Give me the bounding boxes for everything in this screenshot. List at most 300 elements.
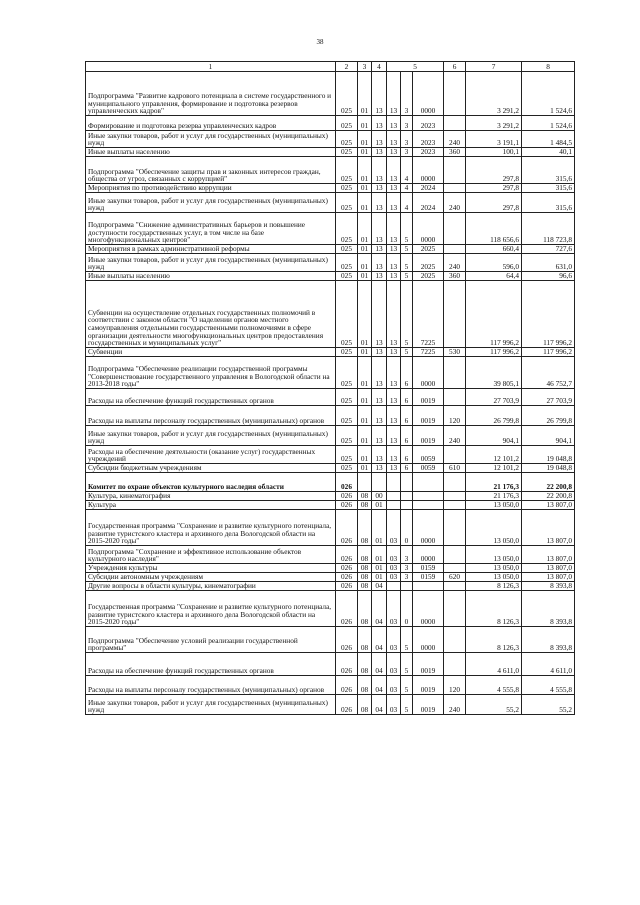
row-col-6: 240	[444, 131, 466, 148]
row-col-2: 026	[336, 591, 358, 627]
row-col-8: 315,6	[522, 157, 575, 184]
row-col-8: 96,6	[522, 272, 575, 281]
table-row	[86, 695, 575, 715]
table-row	[86, 426, 575, 446]
row-col-6: 360	[444, 148, 466, 157]
row-col-8: 631,0	[522, 254, 575, 272]
row-col-5b	[401, 492, 413, 501]
table-row	[86, 446, 575, 464]
row-col-6	[444, 473, 466, 492]
table-row	[86, 148, 575, 157]
row-col-6: 240	[444, 193, 466, 213]
row-col-5c: 0000	[413, 357, 444, 389]
row-col-4: 00	[372, 492, 387, 501]
row-col-7: 4 555,8	[466, 676, 522, 695]
row-col-4: 13	[372, 245, 387, 254]
table-header-row	[86, 62, 575, 72]
row-col-3: 08	[358, 591, 372, 627]
row-col-2: 025	[336, 357, 358, 389]
row-col-5a: 03	[387, 653, 401, 676]
row-col-5b	[401, 582, 413, 591]
table-row	[86, 193, 575, 213]
row-name: Иные закупки товаров, работ и услуг для государственных (муниципальных) нужд	[86, 695, 336, 715]
row-col-6	[444, 591, 466, 627]
row-col-3: 01	[358, 116, 372, 131]
row-col-5b: 4	[401, 157, 413, 184]
row-col-3: 08	[358, 695, 372, 715]
row-name: Подпрограмма "Развитие кадрового потенциала в системе государственного и муниципального управления, формирование и подготовка резервов управленческих кадров"	[86, 72, 336, 116]
row-col-3: 08	[358, 573, 372, 582]
table-row	[86, 348, 575, 357]
row-col-5c: 0019	[413, 406, 444, 426]
row-name: Учреждения культуры	[86, 564, 336, 573]
row-col-6	[444, 492, 466, 501]
row-col-5b: 5	[401, 281, 413, 348]
row-col-5b: 5	[401, 653, 413, 676]
row-col-2: 026	[336, 653, 358, 676]
header-col-4: 4	[372, 62, 387, 72]
row-col-5a: 13	[387, 148, 401, 157]
table-row	[86, 676, 575, 695]
row-col-7: 13 050,0	[466, 546, 522, 564]
row-col-2: 025	[336, 131, 358, 148]
row-col-5c: 0000	[413, 546, 444, 564]
row-col-2: 025	[336, 193, 358, 213]
row-col-5c	[413, 582, 444, 591]
row-col-3: 08	[358, 510, 372, 546]
row-col-5a: 13	[387, 193, 401, 213]
row-col-7: 27 703,9	[466, 389, 522, 406]
table-row	[86, 501, 575, 510]
row-col-4: 13	[372, 193, 387, 213]
row-name: Иные закупки товаров, работ и услуг для государственных (муниципальных) нужд	[86, 131, 336, 148]
row-col-5c: 2025	[413, 254, 444, 272]
row-col-7: 13 050,0	[466, 510, 522, 546]
row-name: Государственная программа "Сохранение и развитие культурного потенциала, развитие туристского кластера и архивного дела Вологодской области на 2015-2020 годы"	[86, 591, 336, 627]
row-col-5b: 3	[401, 546, 413, 564]
row-col-7: 13 050,0	[466, 501, 522, 510]
row-col-5b: 3	[401, 573, 413, 582]
row-col-7: 55,2	[466, 695, 522, 715]
row-name: Комитет по охране объектов культурного наследия области	[86, 473, 336, 492]
row-col-2: 025	[336, 464, 358, 473]
row-col-3: 01	[358, 464, 372, 473]
row-col-8: 904,1	[522, 426, 575, 446]
row-col-3: 01	[358, 131, 372, 148]
row-col-2: 025	[336, 72, 358, 116]
row-col-7: 904,1	[466, 426, 522, 446]
table-row	[86, 389, 575, 406]
row-col-7: 8 126,3	[466, 627, 522, 653]
table-row	[86, 492, 575, 501]
row-col-7: 660,4	[466, 245, 522, 254]
row-col-7: 117 996,2	[466, 281, 522, 348]
row-col-5c: 0019	[413, 695, 444, 715]
row-col-4: 13	[372, 389, 387, 406]
table-row	[86, 464, 575, 473]
row-col-6	[444, 245, 466, 254]
row-col-4: 13	[372, 116, 387, 131]
row-col-3: 08	[358, 582, 372, 591]
row-col-6	[444, 357, 466, 389]
row-col-2: 025	[336, 254, 358, 272]
row-col-4: 01	[372, 573, 387, 582]
table-row	[86, 254, 575, 272]
row-col-5a: 13	[387, 348, 401, 357]
row-name: Расходы на выплаты персоналу государственных (муниципальных) органов	[86, 676, 336, 695]
row-col-5c: 2025	[413, 245, 444, 254]
row-col-4: 01	[372, 564, 387, 573]
row-col-5b: 5	[401, 348, 413, 357]
row-col-4: 13	[372, 254, 387, 272]
row-col-4: 13	[372, 348, 387, 357]
row-col-8: 19 048,8	[522, 464, 575, 473]
row-col-3: 01	[358, 348, 372, 357]
row-col-5b: 3	[401, 116, 413, 131]
row-col-8: 13 807,0	[522, 510, 575, 546]
row-col-8: 118 723,8	[522, 213, 575, 245]
row-col-8: 117 996,2	[522, 348, 575, 357]
row-col-5c: 0019	[413, 676, 444, 695]
row-col-8: 8 393,8	[522, 627, 575, 653]
row-col-5a: 03	[387, 510, 401, 546]
row-col-8: 46 752,7	[522, 357, 575, 389]
row-col-6	[444, 564, 466, 573]
row-col-6	[444, 546, 466, 564]
row-col-2: 026	[336, 564, 358, 573]
row-col-5a: 13	[387, 245, 401, 254]
row-col-5c: 0059	[413, 446, 444, 464]
row-col-7: 8 126,3	[466, 591, 522, 627]
row-col-6	[444, 510, 466, 546]
budget-table	[85, 61, 575, 715]
row-col-5b: 6	[401, 446, 413, 464]
row-col-5a	[387, 501, 401, 510]
table-row	[86, 116, 575, 131]
row-col-4: 01	[372, 546, 387, 564]
row-col-5b: 4	[401, 193, 413, 213]
table-row	[86, 131, 575, 148]
row-col-3: 01	[358, 254, 372, 272]
row-name: Иные выплаты населению	[86, 148, 336, 157]
row-col-4: 04	[372, 627, 387, 653]
row-col-7: 3 291,2	[466, 116, 522, 131]
row-col-4: 13	[372, 406, 387, 426]
row-col-3: 01	[358, 245, 372, 254]
row-col-5b: 5	[401, 213, 413, 245]
row-col-6	[444, 72, 466, 116]
row-col-4: 13	[372, 213, 387, 245]
header-col-6: 6	[444, 62, 466, 72]
row-col-5c: 0159	[413, 564, 444, 573]
row-col-2: 025	[336, 184, 358, 193]
row-name: Подпрограмма "Обеспечение защиты прав и законных интересов граждан, общества от угроз, связанных с коррупцией"	[86, 157, 336, 184]
row-col-4	[372, 473, 387, 492]
row-col-6: 120	[444, 676, 466, 695]
row-name: Подпрограмма "Обеспечение реализации государственной программы "Совершенствование государственного управления в Вологодской области на 2013-2018 годы"	[86, 357, 336, 389]
row-col-8: 315,6	[522, 184, 575, 193]
row-col-3: 01	[358, 357, 372, 389]
row-name: Субвенции	[86, 348, 336, 357]
row-col-3: 08	[358, 627, 372, 653]
row-col-5a	[387, 473, 401, 492]
row-col-5c: 0019	[413, 653, 444, 676]
row-col-3: 08	[358, 492, 372, 501]
row-col-8: 117 996,2	[522, 281, 575, 348]
table-row	[86, 245, 575, 254]
row-col-7: 4 611,0	[466, 653, 522, 676]
row-col-5a: 03	[387, 591, 401, 627]
row-col-6: 240	[444, 695, 466, 715]
row-col-7: 13 050,0	[466, 573, 522, 582]
row-col-4: 13	[372, 446, 387, 464]
row-col-5a: 03	[387, 573, 401, 582]
row-col-4: 13	[372, 272, 387, 281]
row-col-6	[444, 116, 466, 131]
row-col-3: 08	[358, 676, 372, 695]
row-col-8: 40,1	[522, 148, 575, 157]
row-name: Мероприятия по противодействию коррупции	[86, 184, 336, 193]
row-col-7: 596,0	[466, 254, 522, 272]
row-col-2: 026	[336, 627, 358, 653]
row-col-5b: 5	[401, 272, 413, 281]
row-col-2: 026	[336, 582, 358, 591]
row-col-5a: 13	[387, 281, 401, 348]
row-col-2: 026	[336, 676, 358, 695]
row-col-5a: 13	[387, 426, 401, 446]
row-col-5c	[413, 492, 444, 501]
row-name: Подпрограмма "Обеспечение условий реализации государственной программы"	[86, 627, 336, 653]
row-col-5b: 3	[401, 72, 413, 116]
row-col-5c: 0000	[413, 213, 444, 245]
row-col-2: 025	[336, 272, 358, 281]
row-col-5c: 0000	[413, 72, 444, 116]
row-name: Другие вопросы в области культуры, кинематографии	[86, 582, 336, 591]
row-col-8: 8 393,8	[522, 591, 575, 627]
row-col-8: 55,2	[522, 695, 575, 715]
row-col-5b: 6	[401, 426, 413, 446]
row-col-5a: 03	[387, 676, 401, 695]
table-row	[86, 157, 575, 184]
row-col-5c: 7225	[413, 348, 444, 357]
row-col-6	[444, 184, 466, 193]
header-col-5: 5	[387, 62, 444, 72]
row-name: Иные закупки товаров, работ и услуг для государственных (муниципальных) нужд	[86, 426, 336, 446]
row-col-8: 13 807,0	[522, 546, 575, 564]
row-col-3: 01	[358, 213, 372, 245]
row-col-3: 01	[358, 272, 372, 281]
header-col-1: 1	[86, 62, 336, 72]
row-col-3: 08	[358, 501, 372, 510]
row-name: Субвенции на осуществление отдельных государственных полномочий в соответствии с законом области "О наделении органов местного самоуправления отдельными государственными полномочиями в сфере организации деятельности многофункциональных центров предоставления государственных и муниципальных услуг"	[86, 281, 336, 348]
row-col-5b: 4	[401, 184, 413, 193]
row-col-4: 13	[372, 157, 387, 184]
row-col-8: 727,6	[522, 245, 575, 254]
row-col-2: 025	[336, 116, 358, 131]
row-col-7: 39 805,1	[466, 357, 522, 389]
row-col-3: 01	[358, 193, 372, 213]
row-col-8: 1 524,6	[522, 72, 575, 116]
row-col-2: 025	[336, 348, 358, 357]
row-col-7: 12 101,2	[466, 446, 522, 464]
row-col-3: 01	[358, 184, 372, 193]
header-col-7: 7	[466, 62, 522, 72]
row-col-5c: 0019	[413, 426, 444, 446]
row-col-7: 64,4	[466, 272, 522, 281]
table-row	[86, 213, 575, 245]
row-name: Подпрограмма "Снижение административных барьеров и повышение доступности государственных услуг, в том числе на базе многофункциональных центров"	[86, 213, 336, 245]
row-col-2: 026	[336, 510, 358, 546]
row-col-5b: 3	[401, 564, 413, 573]
row-col-2: 025	[336, 245, 358, 254]
row-col-2: 026	[336, 546, 358, 564]
row-col-5a: 13	[387, 213, 401, 245]
row-col-7: 12 101,2	[466, 464, 522, 473]
row-col-6	[444, 213, 466, 245]
row-col-8: 1 524,6	[522, 116, 575, 131]
row-col-5c: 2025	[413, 272, 444, 281]
row-col-4: 13	[372, 72, 387, 116]
row-col-5b: 6	[401, 389, 413, 406]
row-col-7: 297,8	[466, 157, 522, 184]
row-col-2: 025	[336, 406, 358, 426]
row-col-6: 620	[444, 573, 466, 582]
row-col-6	[444, 389, 466, 406]
row-col-3: 01	[358, 426, 372, 446]
row-col-7: 118 656,6	[466, 213, 522, 245]
row-col-6: 610	[444, 464, 466, 473]
table-row	[86, 272, 575, 281]
header-col-2: 2	[336, 62, 358, 72]
row-col-3: 08	[358, 546, 372, 564]
row-name: Расходы на выплаты персоналу государственных (муниципальных) органов	[86, 406, 336, 426]
row-col-2: 026	[336, 573, 358, 582]
row-col-6	[444, 582, 466, 591]
row-col-6	[444, 281, 466, 348]
table-row	[86, 72, 575, 116]
row-col-6	[444, 627, 466, 653]
row-col-5c: 0000	[413, 510, 444, 546]
row-col-7: 8 126,3	[466, 582, 522, 591]
row-name: Иные закупки товаров, работ и услуг для государственных (муниципальных) нужд	[86, 193, 336, 213]
row-col-5b	[401, 501, 413, 510]
row-col-5a: 13	[387, 72, 401, 116]
row-col-6	[444, 157, 466, 184]
row-col-7: 21 176,3	[466, 473, 522, 492]
row-col-5a: 03	[387, 627, 401, 653]
row-name: Государственная программа "Сохранение и развитие культурного потенциала, развитие туристского кластера и архивного дела Вологодской области на 2015-2020 годы"	[86, 510, 336, 546]
row-col-8: 315,6	[522, 193, 575, 213]
row-col-8: 22 200,8	[522, 492, 575, 501]
row-col-5a: 03	[387, 546, 401, 564]
row-col-5c: 2023	[413, 148, 444, 157]
row-name: Подпрограмма "Сохранение и эффективное использование объектов культурного наследия"	[86, 546, 336, 564]
row-col-6	[444, 653, 466, 676]
row-col-7: 3 191,1	[466, 131, 522, 148]
row-col-5a: 13	[387, 184, 401, 193]
row-col-4: 01	[372, 510, 387, 546]
row-col-7: 26 799,8	[466, 406, 522, 426]
row-col-2: 026	[336, 695, 358, 715]
row-col-2: 026	[336, 492, 358, 501]
row-col-5b: 3	[401, 148, 413, 157]
row-col-6	[444, 501, 466, 510]
row-col-5c	[413, 501, 444, 510]
row-col-6	[444, 446, 466, 464]
row-col-5c	[413, 473, 444, 492]
row-name: Иные закупки товаров, работ и услуг для государственных (муниципальных) нужд	[86, 254, 336, 272]
table-row	[86, 582, 575, 591]
table-row	[86, 406, 575, 426]
row-name: Расходы на обеспечение функций государственных органов	[86, 389, 336, 406]
row-col-5a: 13	[387, 357, 401, 389]
row-col-5a: 13	[387, 446, 401, 464]
row-col-6: 120	[444, 406, 466, 426]
row-col-5c: 0019	[413, 389, 444, 406]
row-col-2: 026	[336, 501, 358, 510]
row-col-7: 13 050,0	[466, 564, 522, 573]
row-col-3: 08	[358, 564, 372, 573]
row-col-5c: 2023	[413, 131, 444, 148]
header-col-3: 3	[358, 62, 372, 72]
row-col-2: 025	[336, 148, 358, 157]
row-col-5b: 3	[401, 131, 413, 148]
row-col-5a: 13	[387, 464, 401, 473]
table-row	[86, 564, 575, 573]
row-col-5a: 13	[387, 116, 401, 131]
row-col-5a: 13	[387, 389, 401, 406]
row-col-5b: 5	[401, 695, 413, 715]
row-col-5a: 13	[387, 157, 401, 184]
row-col-4: 13	[372, 426, 387, 446]
header-col-8: 8	[522, 62, 575, 72]
row-col-5c: 0059	[413, 464, 444, 473]
row-name: Культура	[86, 501, 336, 510]
row-col-8: 13 807,0	[522, 573, 575, 582]
row-col-5a	[387, 582, 401, 591]
row-col-8: 13 807,0	[522, 501, 575, 510]
row-col-5a: 03	[387, 695, 401, 715]
row-col-4: 04	[372, 591, 387, 627]
row-col-5b: 6	[401, 357, 413, 389]
table-row	[86, 573, 575, 582]
row-col-8: 22 200,8	[522, 473, 575, 492]
row-col-8: 1 484,5	[522, 131, 575, 148]
row-col-6: 240	[444, 254, 466, 272]
row-col-2: 025	[336, 281, 358, 348]
table-row	[86, 281, 575, 348]
row-col-5a: 13	[387, 406, 401, 426]
row-col-8: 8 393,8	[522, 582, 575, 591]
row-col-3: 01	[358, 446, 372, 464]
table-row	[86, 510, 575, 546]
table-row	[86, 653, 575, 676]
row-col-6: 530	[444, 348, 466, 357]
row-col-5b: 5	[401, 627, 413, 653]
row-name: Формирование и подготовка резерва управленческих кадров	[86, 116, 336, 131]
row-name: Мероприятия в рамках административной реформы	[86, 245, 336, 254]
row-col-5a: 03	[387, 564, 401, 573]
row-col-5c: 7225	[413, 281, 444, 348]
row-col-8: 26 799,8	[522, 406, 575, 426]
row-name: Субсидии бюджетным учреждениям	[86, 464, 336, 473]
row-col-6: 240	[444, 426, 466, 446]
row-col-5b: 6	[401, 464, 413, 473]
row-col-4: 13	[372, 131, 387, 148]
row-col-8: 4 555,8	[522, 676, 575, 695]
row-col-5c: 0000	[413, 157, 444, 184]
table-row	[86, 546, 575, 564]
